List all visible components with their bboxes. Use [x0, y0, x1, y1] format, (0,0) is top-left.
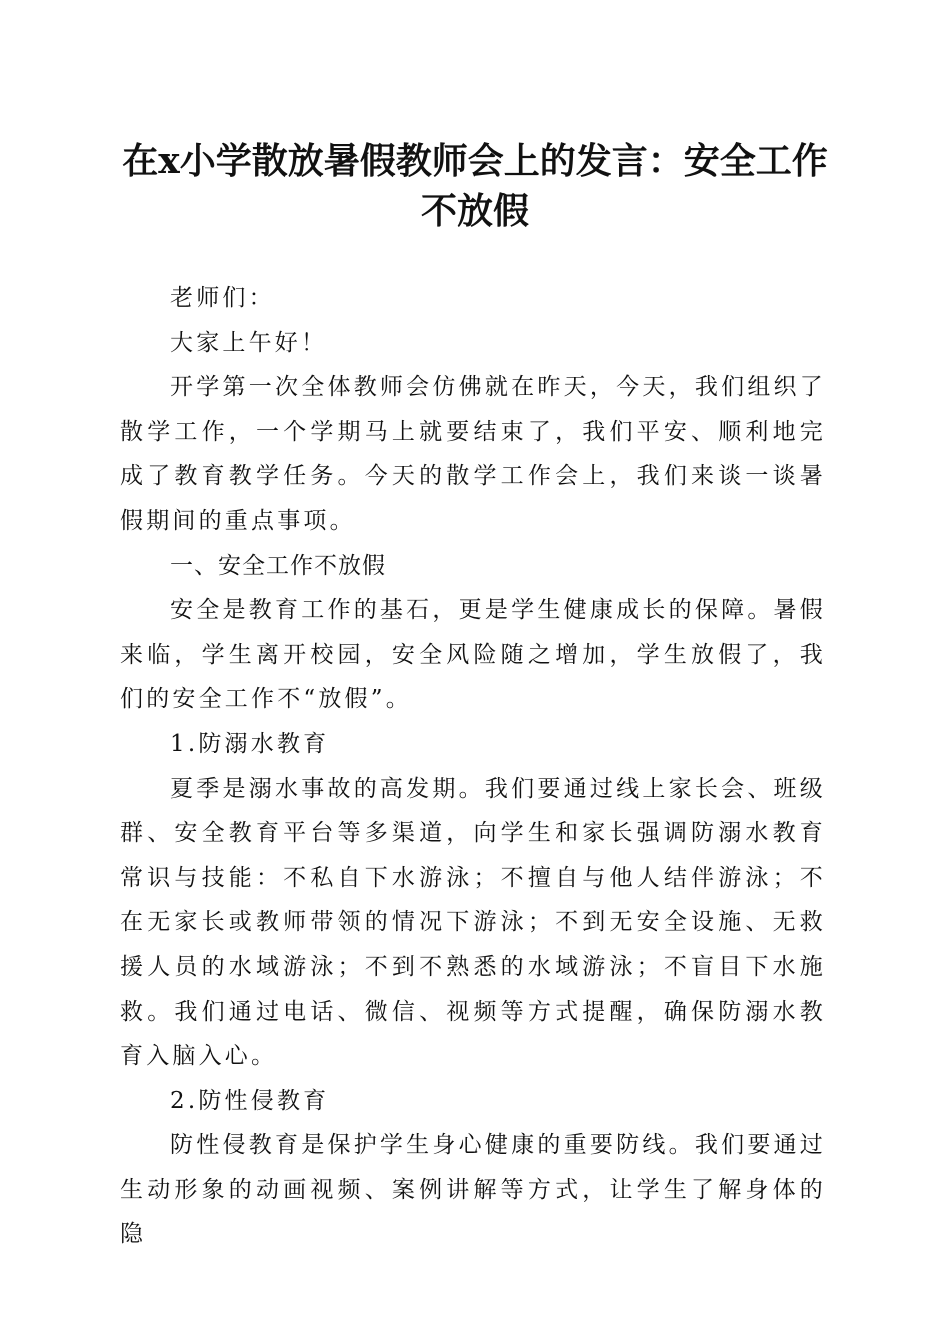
document-body [120, 276, 826, 1257]
paragraph-assault: 防性侵教育是保护学生身心健康的重要防线。我们要通过生动形象的动画视频、案例讲解等方式，让学生了解身体的隐 [120, 1132, 826, 1248]
title-line-2: 不放假 [420, 190, 529, 232]
greeting: 大家上午好！ [170, 329, 328, 356]
subheading-drowning: 1.防溺水教育 [170, 730, 330, 757]
document-title [100, 136, 850, 236]
subheading-assault: 2.防性侵教育 [170, 1087, 330, 1114]
section-heading-1: 一、安全工作不放假 [170, 552, 386, 579]
salutation: 老师们： [170, 285, 275, 311]
title-line-1: 在x小学散放暑假教师会上的发言：安全工作 [122, 140, 828, 182]
paragraph-safety: 安全是教育工作的基石，更是学生健康成长的保障。暑假来临，学生离开校园，安全风险随之增加，学生放假了，我们的安全工作不“放假”。 [120, 597, 826, 713]
paragraph-drowning: 夏季是溺水事故的高发期。我们要通过线上家长会、班级群、安全教育平台等多渠道，向学生和家长强调防溺水教育常识与技能：不私自下水游泳；不擅自与他人结伴游泳；不在无家长或教师带领的情况下游泳；不到无安全设施、无救援人员的水域游泳；不到不熟悉的水域游泳；不盲目下水施救。我们通过电话、微信、视频等方式提醒，确保防溺水教育入脑入心。 [120, 775, 826, 1070]
paragraph-intro: 开学第一次全体教师会仿佛就在昨天，今天，我们组织了散学工作，一个学期马上就要结束了，我们平安、顺利地完成了教育教学任务。今天的散学工作会上，我们来谈一谈暑假期间的重点事项。 [120, 374, 826, 534]
